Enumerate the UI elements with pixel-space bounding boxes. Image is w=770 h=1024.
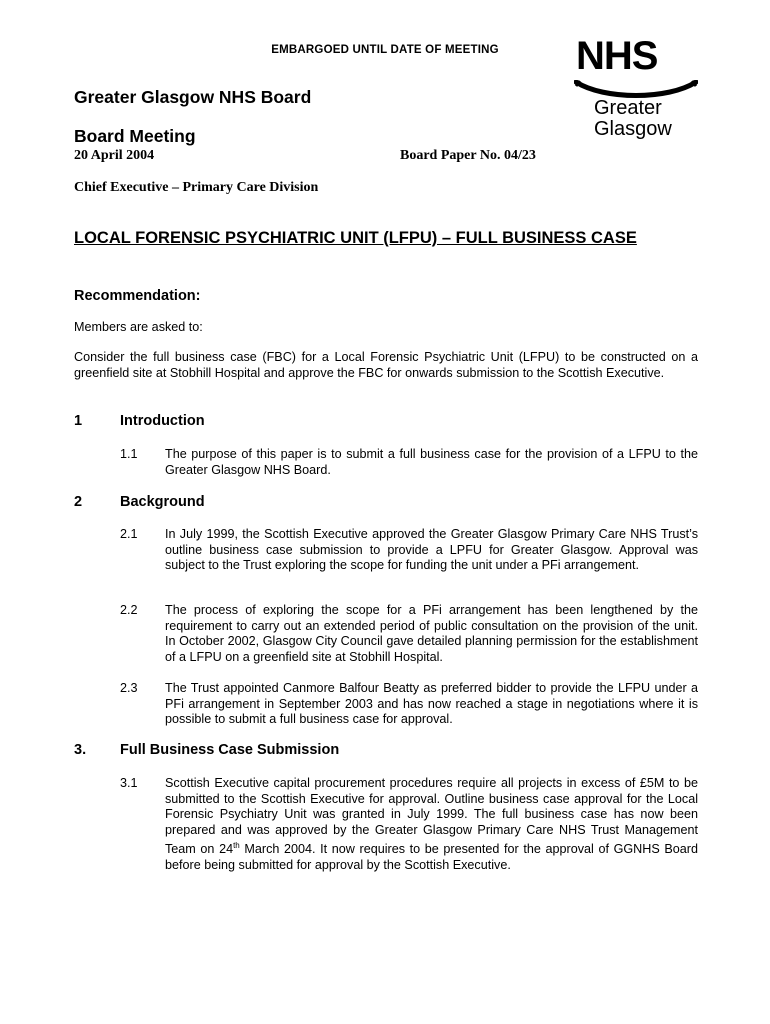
section-number: 1: [74, 413, 83, 429]
paragraph-number: 2.2: [120, 603, 138, 617]
document-title: LOCAL FORENSIC PSYCHIATRIC UNIT (LFPU) – FULL BUSINESS CASE: [74, 229, 637, 247]
paragraph-text-part: March 2004. It now requires to be presented for the approval of GGNHS Board before being submitted for approval by the Scottish Executive.: [165, 842, 698, 872]
logo-greater-text: Greater: [594, 97, 662, 119]
paragraph-text: The process of exploring the scope for a PFi arrangement has been lengthened by the requirement to carry out an extended period of public consultation on the provision of the unit. In October 2002, Glasgow City Council gave detailed planning permission for the establishment of a LFPU on a greenfield site at Stobhill Hospital.: [165, 603, 698, 664]
logo-glasgow-text: Glasgow: [594, 118, 672, 140]
paragraph-number: 2.1: [120, 527, 138, 541]
paper-author: Chief Executive – Primary Care Division: [74, 180, 319, 195]
organisation-name: Greater Glasgow NHS Board: [74, 87, 312, 107]
paragraph-text: The Trust appointed Canmore Balfour Beatty as preferred bidder to provide the LFPU under a PFi arrangement in September 2003 and has now reached a stage in negotiations where it is possible to submit a full business case for approval.: [165, 681, 698, 726]
embargo-notice: EMBARGOED UNTIL DATE OF MEETING: [271, 44, 499, 56]
section-heading-introduction: Introduction: [120, 413, 205, 429]
nhs-logo-text: NHS: [576, 34, 658, 78]
paragraph-text: [165, 776, 698, 873]
paragraph-number: 1.1: [120, 447, 138, 461]
nhs-greater-glasgow-logo: [574, 36, 698, 146]
recommendation-text: Consider the full business case (FBC) for a Local Forensic Psychiatric Unit (LFPU) to be constructed on a greenfield site at Stobhill Hospital and approve the FBC for onwards submission to the Scottish Executive.: [74, 350, 698, 380]
paragraph-number: 3.1: [120, 776, 138, 790]
meeting-title: Board Meeting: [74, 126, 196, 146]
recommendation-heading: Recommendation:: [74, 288, 201, 304]
section-heading-full-business-case-submission: Full Business Case Submission: [120, 742, 340, 758]
meeting-date: 20 April 2004: [74, 148, 155, 163]
paragraph-text: The purpose of this paper is to submit a full business case for the provision of a LFPU to the Greater Glasgow NHS Board.: [165, 447, 698, 477]
board-paper-number: Board Paper No. 04/23: [400, 148, 536, 163]
section-heading-background: Background: [120, 494, 205, 510]
section-number: 2: [74, 494, 83, 510]
paragraph-text: In July 1999, the Scottish Executive approved the Greater Glasgow Primary Care NHS Trust’s outline business case submission to provide a LPFU for Greater Glasgow. Approval was subject to the Trust exploring the scope for funding the unit under a PFi arrangement.: [165, 527, 698, 572]
section-number: 3.: [74, 742, 87, 758]
paragraph-number: 2.3: [120, 681, 138, 695]
paragraph-text-part: Scottish Executive capital procurement procedures require all projects in excess of £5M to be submitted to the Scottish Executive for approval. Outline business case approval for the Local Forensic Psychiatry Unit was granted in July 1999. The full business case has now been prepared and was approved by the Greater Glasgow Primary Care NHS Trust Management Team on 24: [165, 776, 698, 857]
recommendation-intro: Members are asked to:: [74, 320, 203, 334]
date-ordinal-superscript: th: [233, 841, 240, 850]
